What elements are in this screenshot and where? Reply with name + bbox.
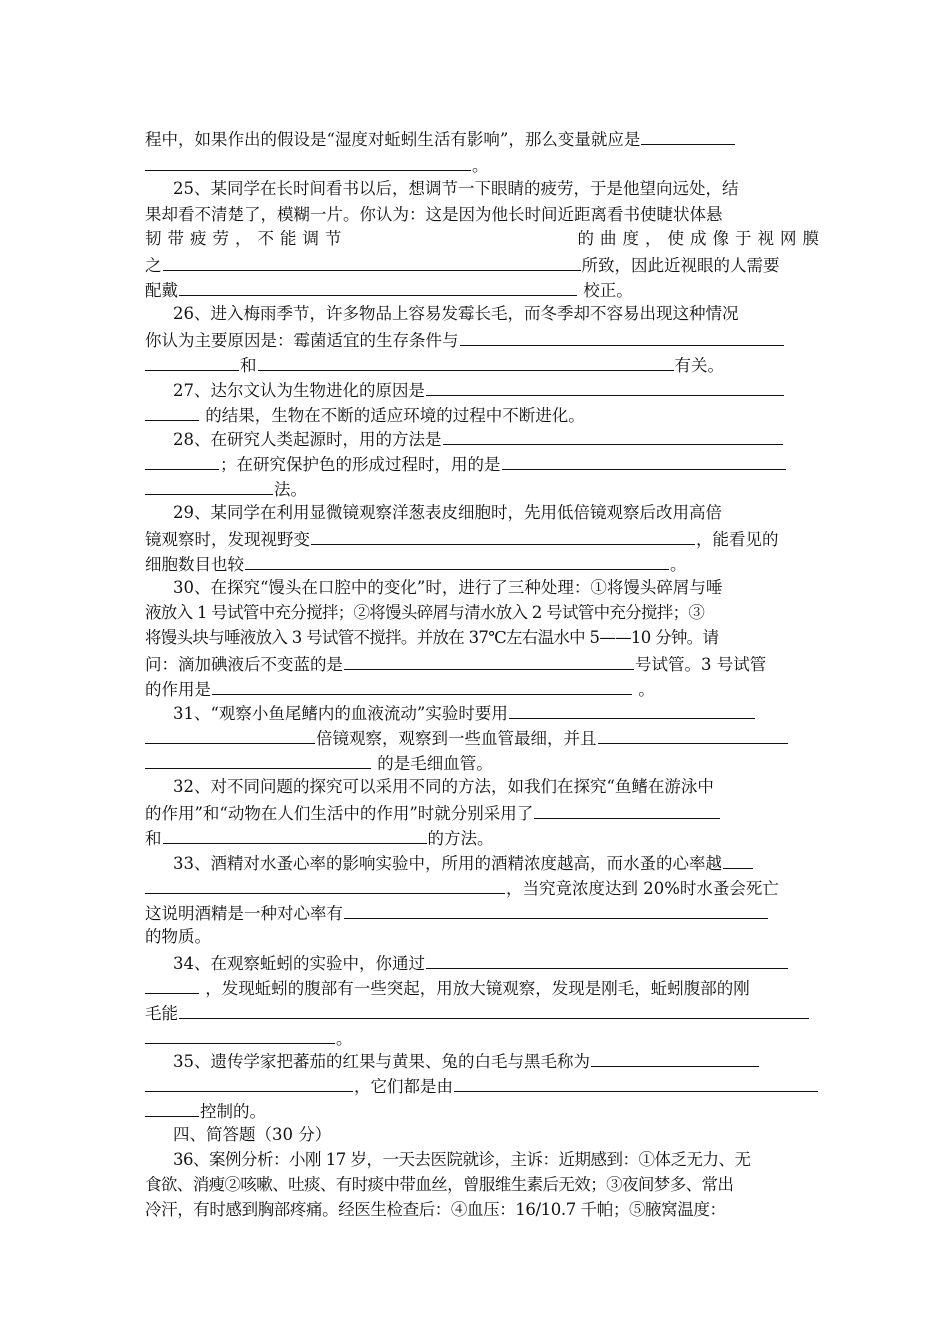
answer-blank [598, 725, 788, 744]
question-26-line [145, 327, 825, 351]
question-30-line [145, 601, 825, 625]
answer-blank [145, 152, 471, 171]
answer-blank [426, 377, 784, 396]
text-run: 29、某同学在利用显微镜观察洋葱表皮细胞时，先用低倍镜观察后改用高倍 [173, 503, 722, 522]
question-32-line [145, 775, 853, 799]
text-run: 的物质。 [145, 927, 211, 946]
text-run: 食欲、消瘦②咳嗽、吐痰、有时痰中带血丝，曾服维生素后无效；③夜间梦多、常出 [145, 1175, 734, 1194]
answer-blank [179, 1000, 809, 1019]
text-run: 问：滴加碘液后不变蓝的是 [145, 655, 343, 674]
answer-blank [145, 476, 273, 495]
question-28-line [145, 476, 825, 500]
answer-blank [509, 700, 755, 719]
answer-blank [245, 551, 669, 570]
question-35-line [145, 1098, 825, 1122]
answer-blank [145, 1073, 353, 1092]
text-run: 36、案例分析：小刚 17 岁，一天去医院就诊，主诉：近期感到：①体乏无力、无 [173, 1150, 751, 1169]
text-run: ，发现蚯蚓的腹部有一些突起，用放大镜观察，发现是刚毛，蚯蚓腹部的刚 [205, 979, 750, 998]
text-run: 30、在探究“馒头在口腔中的变化”时，进行了三种处理：①将馒头碎屑与唾 [173, 578, 723, 597]
text-run: 程中，如果作出的假设是“湿度对蚯蚓生活有影响”，那么变量就应是 [145, 130, 641, 149]
question-28-line [145, 451, 825, 475]
answer-blank [502, 451, 786, 470]
text-run: 果却看不清楚了，模糊一片。你认为：这是因为他长时间近距离看书使睫状体悬 [145, 205, 723, 224]
answer-blank [641, 126, 735, 145]
question-29-line [145, 551, 825, 575]
text-run: 27、达尔文认为生物进化的原因是 [173, 381, 425, 400]
answer-blank [145, 402, 199, 421]
text-run: 号试管。3 号试管 [635, 655, 767, 674]
answer-blank [723, 850, 753, 869]
answer-blank [145, 750, 371, 769]
text-run: 的作用是 [145, 680, 211, 699]
question-34-line [145, 1025, 825, 1049]
text-run: 韧带疲劳，不能调节 [145, 229, 348, 248]
question-30-line [145, 651, 825, 675]
answer-blank [145, 451, 219, 470]
answer-blank [591, 1048, 759, 1067]
question-30-line [145, 676, 825, 700]
text-run: 。 [472, 156, 489, 175]
text-run: 之 [145, 256, 162, 275]
question-25-line [145, 177, 853, 201]
answer-blank [344, 900, 768, 919]
text-run: 你认为主要原因是：霉菌适宜的生存条件与 [145, 331, 459, 350]
answer-blank [212, 676, 632, 695]
question-33-line [145, 850, 853, 874]
text-run: 32、对不同问题的探究可以采用不同的方法，如我们在探究“鱼鳍在游泳中 [173, 777, 714, 796]
question-33-line [145, 925, 825, 949]
question-25-line [145, 203, 825, 227]
answer-blank [460, 327, 784, 346]
question-34-line [145, 950, 853, 974]
answer-blank [145, 352, 239, 371]
text-run: 倍镜观察，观察到一些血管最细，并且 [316, 729, 597, 748]
text-run: 将馒头块与唾液放入 3 号试管不搅拌。并放在 37℃左右温水中 5——10 分钟。请 [145, 628, 719, 647]
question-31-line [145, 700, 853, 724]
text-run: 这说明酒精是一种对心率有 [145, 904, 343, 923]
text-run: 校正。 [583, 281, 633, 300]
text-run: 和 [240, 356, 257, 375]
question-35-line [145, 1048, 853, 1072]
question-26-line [145, 302, 853, 326]
text-run: 法。 [274, 480, 307, 499]
question-33-line [145, 875, 825, 899]
text-run: 冷汗，有时感到胸部疼痛。经医生检查后：④血压：16/10.7 千帕；⑤腋窝温度： [145, 1200, 726, 1219]
text-run: 。 [670, 555, 687, 574]
answer-blank [145, 725, 315, 744]
text-run: ；在研究保护色的形成过程时，用的是 [220, 455, 501, 474]
text-run: 31、“观察小鱼尾鳍内的血液流动”实验时要用 [173, 704, 508, 723]
text-run: 。 [638, 680, 655, 699]
answer-blank [163, 825, 427, 844]
question-30-line [145, 576, 853, 600]
text-line [145, 152, 825, 176]
text-run: 和 [145, 829, 162, 848]
question-31-line [145, 725, 825, 749]
answer-blank [443, 426, 783, 445]
answer-blank [534, 800, 720, 819]
answer-blank [454, 1073, 818, 1092]
question-32-line [145, 800, 825, 824]
text-run: 的作用”和“动物在人们生活中的作用”时就分别采用了 [145, 804, 534, 823]
question-28-line [145, 426, 853, 450]
answer-blank [145, 875, 505, 894]
text-run: 所致，因此近视眼的人需要 [581, 256, 780, 275]
text-run: 26、进入梅雨季节，许多物品上容易发霉长毛，而冬季却不容易出现这种情况 [173, 304, 739, 323]
text-run: 配戴 [145, 281, 178, 300]
answer-blank [311, 526, 695, 545]
text-run: 的结果，生物在不断的适应环境的过程中不断进化。 [205, 406, 585, 425]
answer-blank [179, 277, 577, 296]
question-32-line [145, 825, 825, 849]
text-run: 35、遗传学家把蕃茄的红果与黄果、兔的白毛与黑毛称为 [173, 1052, 590, 1071]
text-run: 的方法。 [427, 829, 494, 848]
text-run: ，能看见的 [696, 530, 779, 549]
question-31-line [145, 750, 825, 774]
answer-blank [344, 651, 634, 670]
question-36-line [145, 1198, 825, 1222]
text-run: 细胞数目也较 [145, 555, 244, 574]
question-25-line [145, 252, 825, 276]
text-run: 的是毛细血管。 [377, 754, 493, 773]
answer-blank [426, 950, 788, 969]
question-33-line [145, 900, 825, 924]
question-30-line [145, 626, 825, 650]
answer-blank [258, 352, 674, 371]
text-run: 28、在研究人类起源时，用的方法是 [173, 430, 442, 449]
question-35-line [145, 1073, 825, 1097]
question-27-line [145, 402, 825, 426]
question-25-line [145, 227, 825, 251]
question-25-line [145, 277, 825, 301]
text-run: 。 [336, 1029, 353, 1048]
text-run: 的曲度，使成像于视网膜 [577, 229, 825, 248]
text-run: 33、酒精对水蚤心率的影响实验中，所用的酒精浓度越高，而水蚤的心率越 [173, 854, 722, 873]
text-run: 镜观察时，发现视野变 [145, 530, 310, 549]
question-36-line [145, 1173, 825, 1197]
answer-blank [145, 1025, 335, 1044]
text-line [145, 126, 825, 150]
question-27-line [145, 377, 853, 401]
question-26-line [145, 352, 825, 376]
text-run: 有关。 [674, 356, 724, 375]
question-36-line [145, 1148, 853, 1172]
question-29-line [145, 501, 853, 525]
question-29-line [145, 526, 825, 550]
answer-blank [163, 252, 581, 271]
text-run: 毛能 [145, 1004, 178, 1023]
text-run: 25、某同学在长时间看书以后，想调节一下眼睛的疲劳，于是他望向远处，结 [173, 179, 739, 198]
text-run: 控制的。 [200, 1102, 266, 1121]
text-run: ，它们都是由 [354, 1077, 453, 1096]
question-34-line [145, 1000, 825, 1024]
section-heading [145, 1123, 853, 1147]
answer-blank [145, 975, 199, 994]
question-34-line [145, 975, 825, 999]
text-run: 液放入 1 号试管中充分搅拌；②将馒头碎屑与清水放入 2 号试管中充分搅拌；③ [145, 603, 705, 622]
text-run: 四、简答题（30 分） [173, 1125, 332, 1144]
text-run: 34、在观察蚯蚓的实验中，你通过 [173, 954, 425, 973]
answer-blank [145, 1098, 199, 1117]
text-run: ，当究竟浓度达到 20%时水蚤会死亡 [506, 879, 779, 898]
